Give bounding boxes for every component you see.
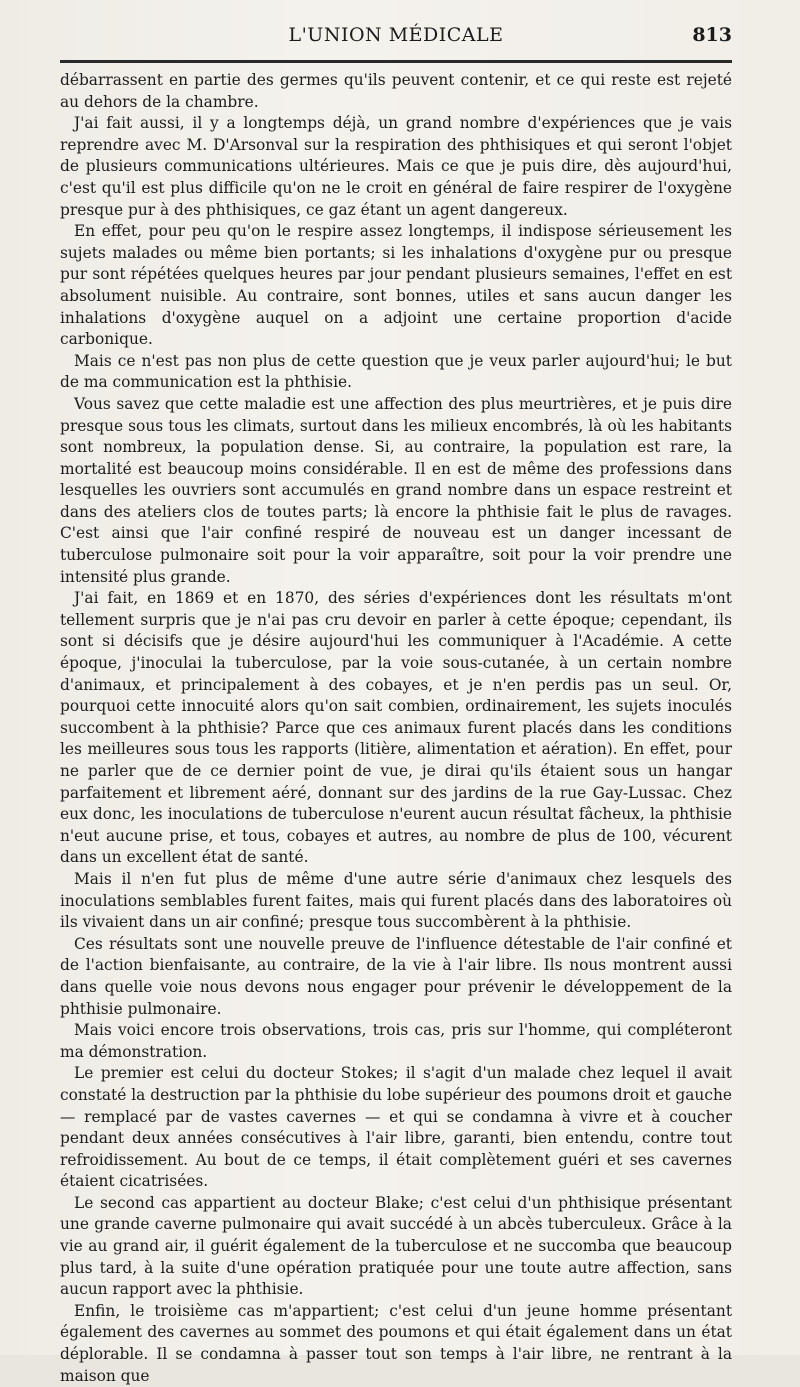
paragraph: J'ai fait aussi, il y a longtemps déjà, un grand nombre d'expériences que je vais reprendre avec M. D'Arsonval sur la respiration des phthisiques et qui seront l'objet de plusieurs communications ultérieures. Mais ce que je puis dire, dès aujourd'hui, c'est qu'il est plus difficile qu'on ne le croit en général de faire respirer de l'oxygène presque pur à des phthisiques, ce gaz étant un agent dangereux. <box>60 114 732 219</box>
paragraph: J'ai fait, en 1869 et en 1870, des séries d'expériences dont les résultats m'ont tellement surpris que je n'ai pas cru devoir en parler à cette époque; cependant, ils sont si décisifs que je désire aujourd'hui les communiquer à l'Académie. A cette époque, j'inoculai la tuberculose, par la voie sous-cutanée, à un certain nombre d'animaux, et principalement à des cobayes, et je n'en perdis pas un seul. Or, pourquoi cette innocuité alors qu'on sait combien, ordinairement, les sujets inoculés succombent à la phthisie? Parce que ces animaux furent placés dans les conditions les meilleures sous tous les rapports (litière, alimentation et aération). En effet, pour ne parler que de ce dernier point de vue, je dirai qu'ils étaient sous un hangar parfaitement et librement aéré, donnant sur des jardins de la rue Gay-Lussac. Chez eux donc, les inoculations de tuberculose n'eurent aucun résultat fâcheux, la phthisie n'eut aucune prise, et tous, cobayes et autres, au nombre de plus de 100, vécurent dans un excellent état de santé. <box>60 589 732 867</box>
paragraph: Mais il n'en fut plus de même d'une autre série d'animaux chez lesquels des inoculations semblables furent faites, mais qui furent placés dans des laboratoires où ils vivaient dans un air confiné; presque tous succombèrent à la phthisie. <box>60 869 732 932</box>
page-number: 813 <box>692 24 732 46</box>
running-header <box>60 22 732 52</box>
paragraph: Mais voici encore trois observations, trois cas, pris sur l'homme, qui compléteront ma démonstration. <box>60 1021 732 1061</box>
paragraph: Mais ce n'est pas non plus de cette question que je veux parler aujourd'hui; le but de ma communication est la phthisie. <box>60 351 732 392</box>
article-body <box>60 70 732 1387</box>
paragraph: Vous savez que cette maladie est une affection des plus meurtrières, et je puis dire presque sous tous les climats, surtout dans les milieux encombrés, là où les habitants sont nombreux, la population dense. Si, au contraire, la population est rare, la mortalité est beaucoup moins considérable. Il en est de même des professions dans lesquelles les ouvriers sont accumulés en grand nombre dans un espace restreint et dans des ateliers clos de toutes parts; là encore la phthisie fait le plus de ravages. C'est ainsi que l'air confiné respiré de nouveau est un danger incessant de tuberculose pulmonaire soit pour la voir apparaître, soit pour la voir prendre une intensité plus grande. <box>60 394 732 586</box>
paragraph: débarrassent en partie des germes qu'ils peuvent contenir, et ce qui reste est rejeté au dehors de la chambre. <box>60 71 732 111</box>
paragraph: Enfin, le troisième cas m'appartient; c'est celui d'un jeune homme présentant également des cavernes au sommet des poumons et qui était également dans un état déplorable. Il se condamna à passer tout son temps à l'air libre, ne rentrant à la maison que <box>60 1301 732 1385</box>
paragraph: Ces résultats sont une nouvelle preuve de l'influence détestable de l'air confiné et de l'action bienfaisante, au contraire, de la vie à l'air libre. Ils nous montrent aussi dans quelle voie nous devons nous engager pour prévenir le développement de la phthisie pulmonaire. <box>60 934 732 1018</box>
header-rule <box>60 60 732 63</box>
paragraph: En effet, pour peu qu'on le respire assez longtemps, il indispose sérieusement les sujets malades ou même bien portants; si les inhalations d'oxygène pur ou presque pur sont répétées quelques heures par jour pendant plusieurs semaines, l'effet en est absolument nuisible. Au contraire, sont bonnes, utiles et sans aucun danger les inhalations d'oxygène auquel on a adjoint une certaine proportion d'acide carbonique. <box>60 222 732 349</box>
journal-title: L'UNION MÉDICALE <box>288 24 504 46</box>
paragraph: Le premier est celui du docteur Stokes; il s'agit d'un malade chez lequel il avait constaté la destruction par la phthisie du lobe supérieur des poumons droit et gauche — remplacé par de vastes cavernes — et qui se condamna à vivre et à coucher pendant deux années consécutives à l'air libre, garanti, bien entendu, contre tout refroidissement. Au bout de ce temps, il était complètement guéri et ses cavernes étaient cicatrisées. <box>60 1064 732 1191</box>
paragraph: Le second cas appartient au docteur Blake; c'est celui d'un phthisique présentant une grande caverne pulmonaire qui avait succédé à un abcès tuberculeux. Grâce à la vie au grand air, il guérit également de la tuberculose et ne succomba que beaucoup plus tard, à la suite d'une opération pratiquée pour une toute autre affection, sans aucun rapport avec la phthisie. <box>60 1193 732 1299</box>
